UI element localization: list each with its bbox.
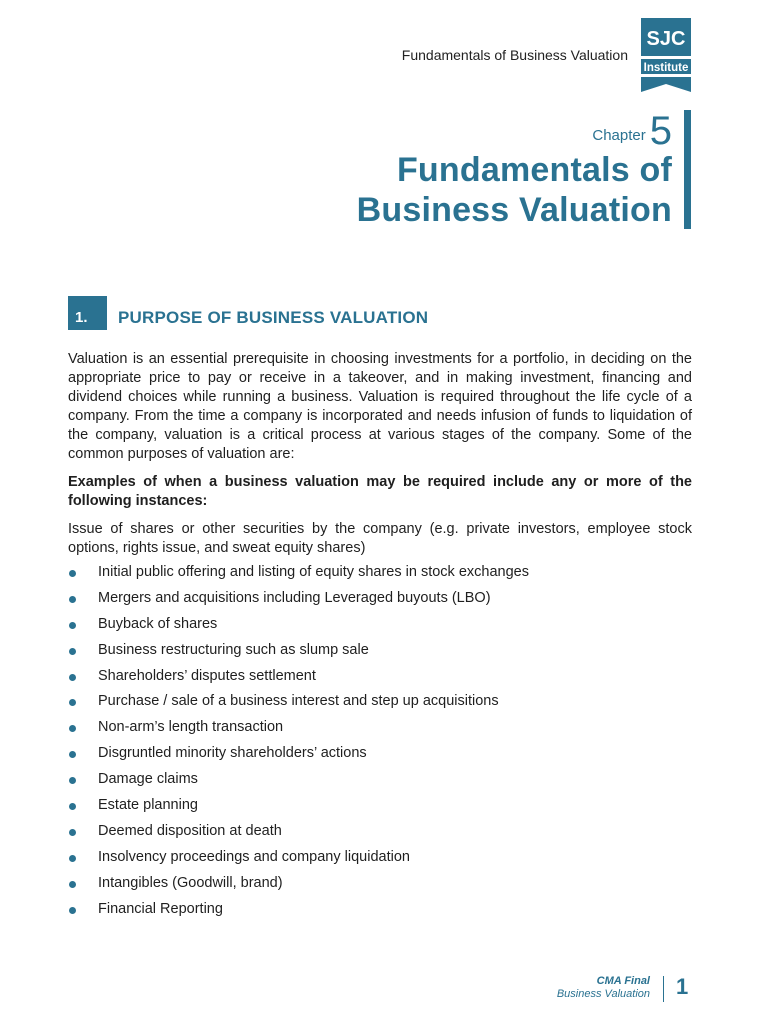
list-item-text: Business restructuring such as slump sale — [98, 641, 369, 658]
list-item — [68, 897, 692, 923]
list-item-text: Insolvency proceedings and company liquidation — [98, 848, 410, 865]
intro-paragraph: Valuation is an essential prerequisite in choosing investments for a portfolio, in deciding on the appropriate price to pay or receive in a takeover, and in making investment, financing and dividend choices while running a business. Valuation is required throughout the life cycle of a company. From the time a company is incorporated and needs infusion of funds to liquidation of the company, valuation is a critical process at various stages of the company. Some of the common purposes of valuation are: — [68, 351, 692, 462]
footer-divider — [663, 976, 664, 1002]
bullet-icon — [69, 570, 76, 577]
chapter-label: Chapter — [592, 127, 646, 144]
list-item-text: Deemed disposition at death — [98, 822, 282, 839]
list-item — [68, 664, 692, 690]
section-heading — [68, 296, 428, 330]
list-item — [68, 689, 692, 715]
list-item-text: Intangibles (Goodwill, brand) — [98, 874, 283, 891]
list-item — [68, 741, 692, 767]
logo-text-institute: Institute — [643, 62, 689, 74]
list-item-text: Non-arm’s length transaction — [98, 719, 284, 736]
section-title: PURPOSE OF BUSINESS VALUATION — [118, 308, 429, 327]
list-item — [68, 586, 692, 612]
bullet-icon — [69, 829, 76, 836]
list-item — [68, 845, 692, 871]
examples-heading: Examples of when a business valuation may be required include any or more of the following instances: — [68, 474, 692, 509]
logo-text-sjc: SJC — [646, 28, 686, 50]
footer-book-info — [557, 975, 650, 1001]
list-item-text: Financial Reporting — [98, 900, 223, 917]
list-item — [68, 767, 692, 793]
list-item — [68, 819, 692, 845]
list-item — [68, 638, 692, 664]
bullet-icon — [69, 751, 76, 758]
chapter-title-line2: Business Valuation — [356, 191, 672, 229]
valuation-instances-list — [68, 560, 692, 922]
footer-course: CMA Final — [596, 975, 650, 987]
bullet-icon — [69, 622, 76, 629]
running-header-title: Fundamentals of Business Valuation — [401, 47, 628, 63]
page-number: 1 — [676, 974, 689, 999]
chapter-title-line1: Fundamentals of — [396, 151, 672, 189]
list-item — [68, 793, 692, 819]
footer-subject: Business Valuation — [556, 988, 650, 1000]
chapter-number: 5 — [649, 109, 672, 153]
section-number-badge: 1. — [68, 296, 107, 330]
bullet-icon — [69, 674, 76, 681]
chapter-accent-bar — [684, 110, 691, 229]
list-item — [68, 871, 692, 897]
bullet-icon — [69, 725, 76, 732]
bullet-icon — [69, 881, 76, 888]
bullet-icon — [69, 777, 76, 784]
bullet-icon — [69, 803, 76, 810]
bullet-icon — [69, 907, 76, 914]
issue-paragraph: Issue of shares or other securities by the company (e.g. private investors, employee stock options, rights issue, and sweat equity shares) — [68, 521, 692, 556]
list-item-text: Estate planning — [98, 797, 198, 814]
bullet-icon — [69, 596, 76, 603]
bullet-icon — [69, 648, 76, 655]
sjc-institute-logo — [641, 18, 691, 92]
list-item-text: Initial public offering and listing of equity shares in stock exchanges — [98, 564, 529, 580]
list-item — [68, 715, 692, 741]
list-item — [68, 560, 692, 586]
list-item-text: Disgruntled minority shareholders’ actions — [98, 745, 367, 762]
list-item-text: Damage claims — [98, 771, 198, 788]
bullet-icon — [69, 699, 76, 706]
list-item-text: Buyback of shares — [98, 615, 218, 632]
list-item — [68, 612, 692, 638]
list-item-text: Mergers and acquisitions including Leveraged buyouts (LBO) — [98, 589, 491, 606]
bullet-icon — [69, 855, 76, 862]
list-item-text: Purchase / sale of a business interest and step up acquisitions — [98, 693, 499, 710]
list-item-text: Shareholders’ disputes settlement — [98, 667, 316, 684]
chapter-heading — [356, 109, 672, 230]
body-content — [68, 350, 692, 922]
